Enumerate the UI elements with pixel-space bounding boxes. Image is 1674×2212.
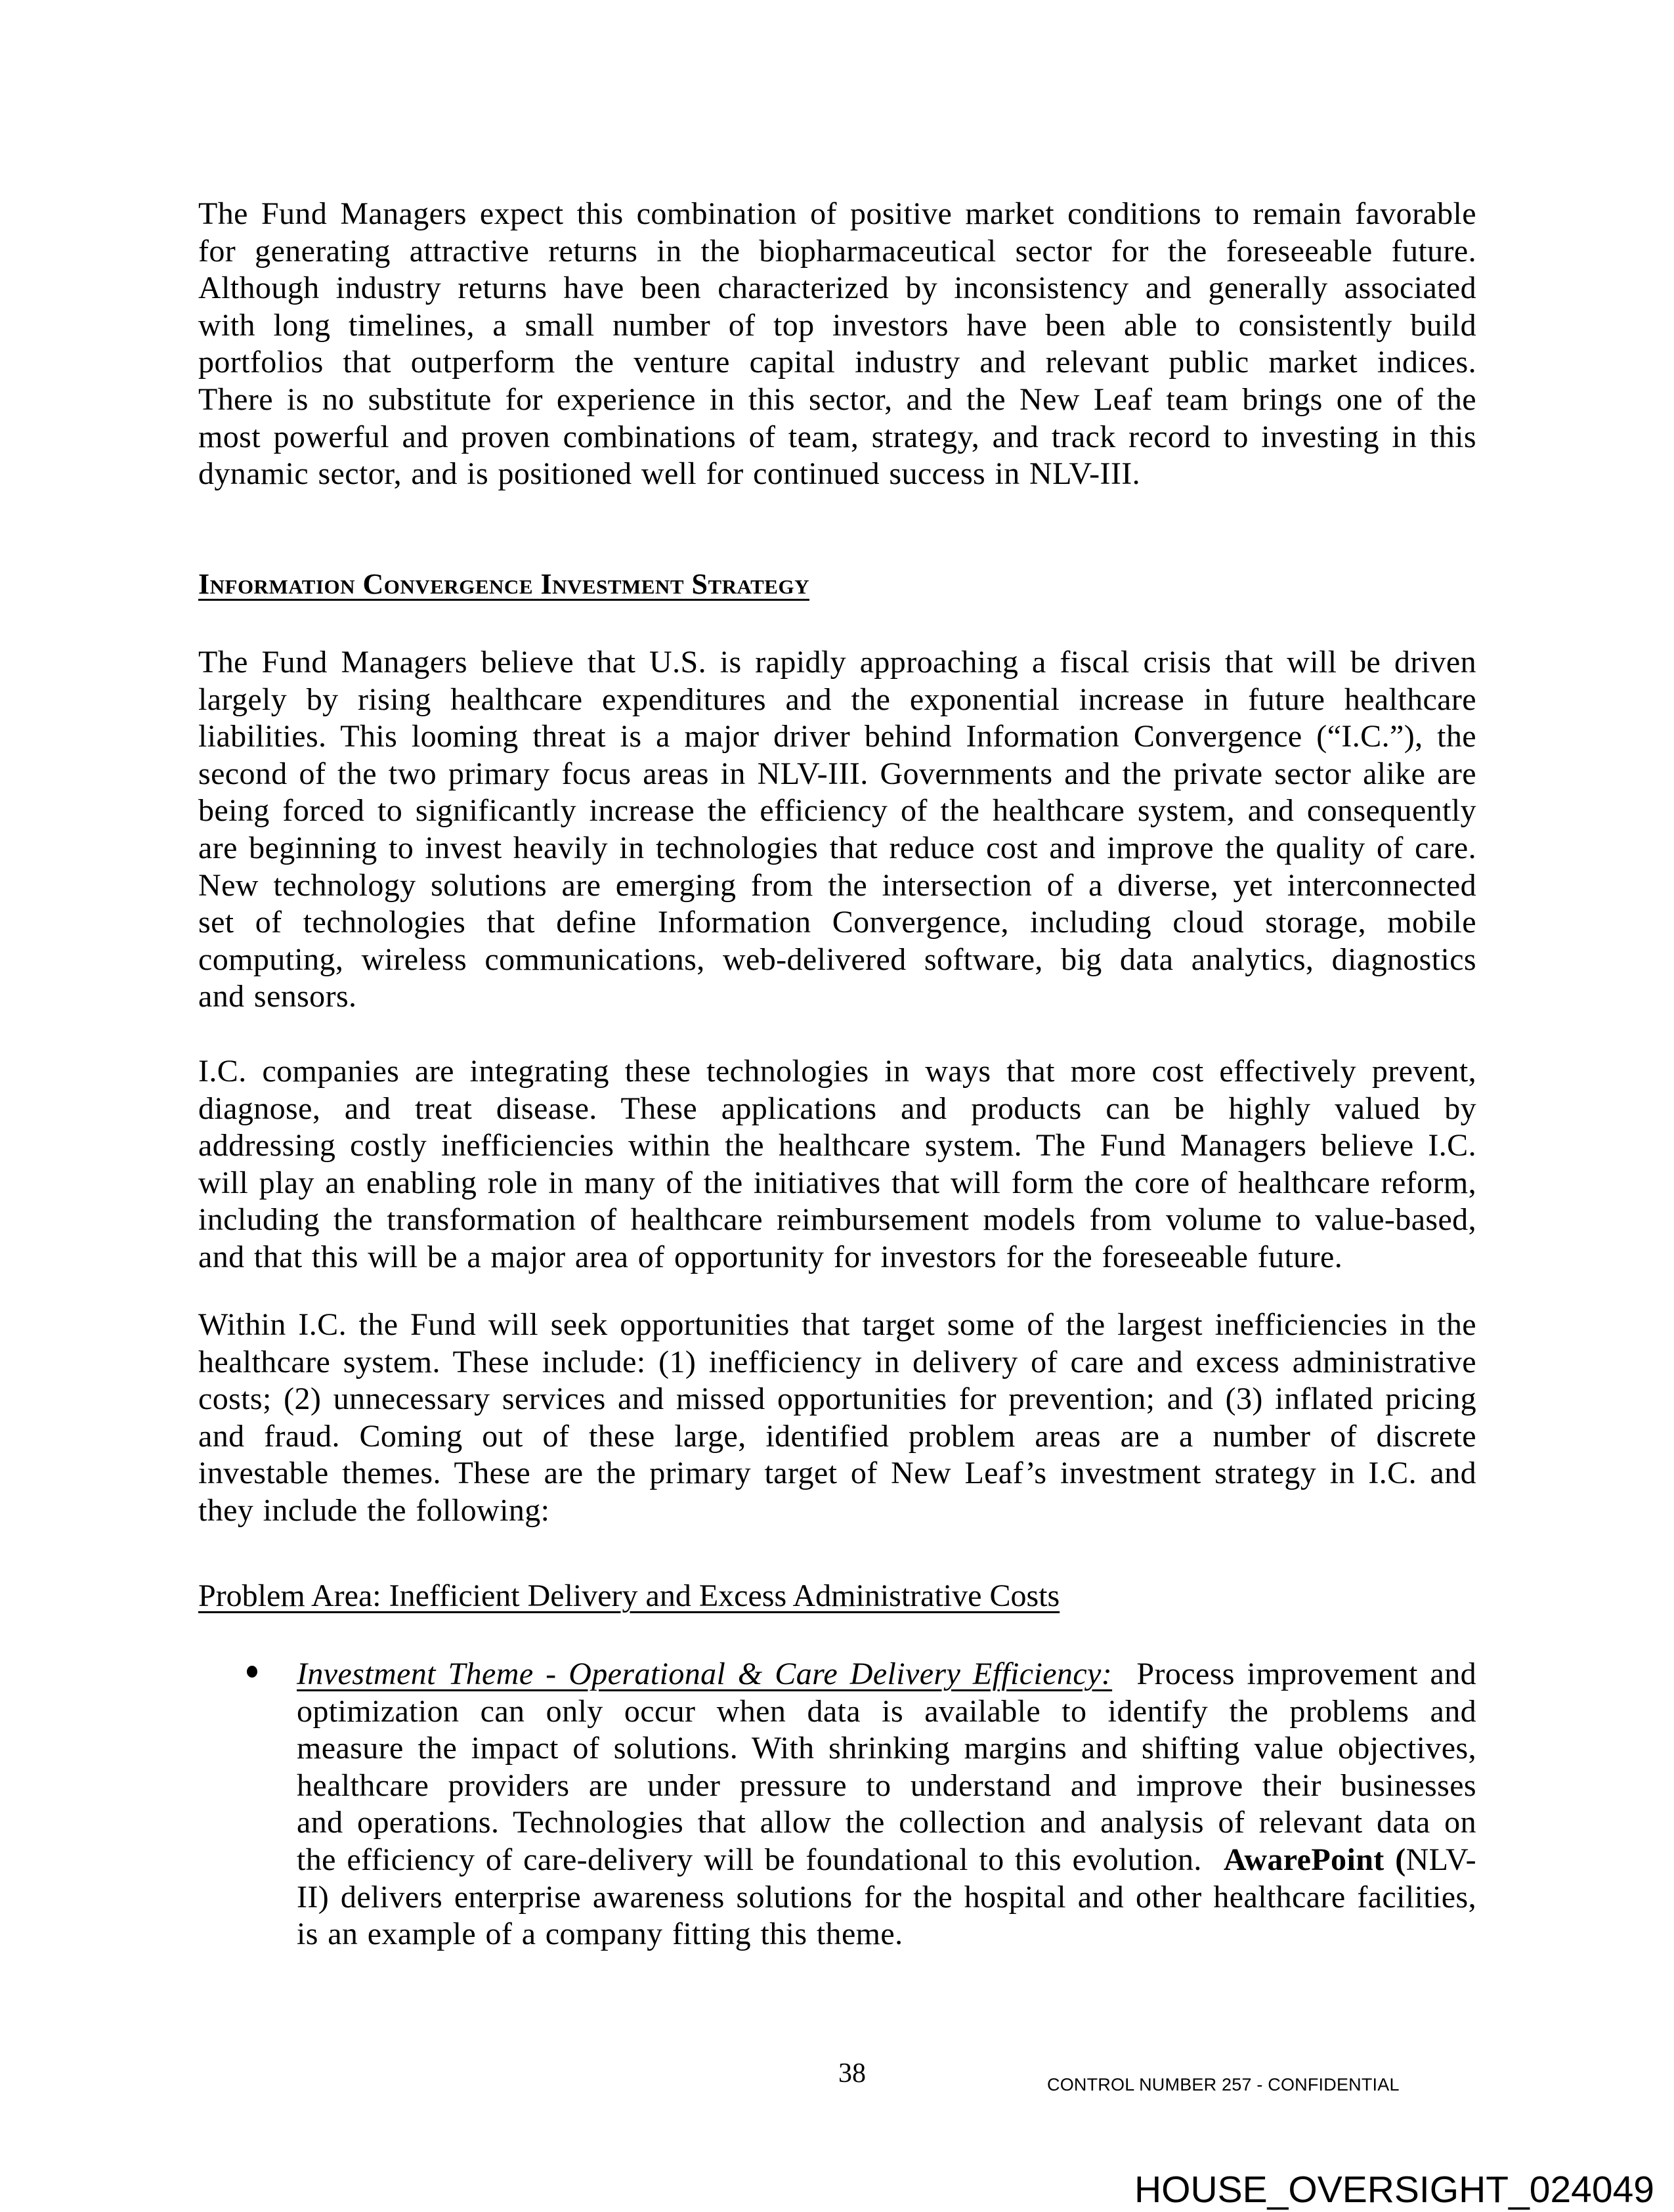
text-line: for generating attractive returns in the biopharmaceutical sector for the foreseeable future. xyxy=(198,233,1476,269)
text-line: is an example of a company fitting this theme. xyxy=(297,1917,903,1952)
theme-text: NLV- xyxy=(1406,1842,1476,1877)
text-line: set of technologies that define Information Convergence, including cloud storage, mobile xyxy=(198,905,1476,940)
text-line: healthcare system. These include: (1) inefficiency in delivery of care and excess administrative xyxy=(198,1344,1476,1379)
text-line: measure the impact of solutions. With shrinking margins and shifting value objectives, xyxy=(297,1731,1476,1766)
company-name: AwarePoint ( xyxy=(1223,1842,1406,1877)
text-line: and fraud. Coming out of these large, identified problem areas are a number of discrete xyxy=(198,1418,1476,1454)
text-line: There is no substitute for experience in this sector, and the New Leaf team brings one of the xyxy=(198,381,1476,417)
text-line: including the transformation of healthcare reimbursement models from volume to value-based, xyxy=(198,1202,1476,1238)
text-line: The Fund Managers expect this combination of positive market conditions to remain favorable xyxy=(198,196,1476,231)
bates-number: HOUSE_OVERSIGHT_024049 xyxy=(1134,2169,1654,2211)
paragraph-fiscal-crisis xyxy=(198,644,1476,1016)
text-line: healthcare providers are under pressure to understand and improve their businesses xyxy=(297,1767,1476,1803)
text-line: computing, wireless communications, web-delivered software, big data analytics, diagnostics xyxy=(198,942,1476,977)
text-line xyxy=(297,1842,1476,1879)
text-line: and operations. Technologies that allow the collection and analysis of relevant data on xyxy=(297,1805,1476,1840)
text-line: II) delivers enterprise awareness solutions for the hospital and other healthcare facilities, xyxy=(297,1879,1476,1915)
text-line: second of the two primary focus areas in NLV-III. Governments and the private sector alike are xyxy=(198,756,1476,791)
bullet-investment-theme xyxy=(297,1656,1476,1953)
text-line: addressing costly inefficiencies within the healthcare system. The Fund Managers believe I.C. xyxy=(198,1128,1476,1163)
text-line: portfolios that outperform the venture capital industry and relevant public market indices. xyxy=(198,345,1476,380)
text-line: dynamic sector, and is positioned well for continued success in NLV-III. xyxy=(198,456,1141,492)
text-line: costs; (2) unnecessary services and missed opportunities for prevention; and (3) inflated pricing xyxy=(198,1381,1476,1417)
text-line: I.C. companies are integrating these technologies in ways that more cost effectively prevent, xyxy=(198,1054,1476,1089)
text-line: and sensors. xyxy=(198,979,357,1014)
bullet-icon xyxy=(247,1666,257,1678)
text-line: largely by rising healthcare expenditures and the exponential increase in future healthcare xyxy=(198,682,1476,717)
section-heading: Information Convergence Investment Strategy xyxy=(198,568,809,600)
paragraph-investment-targets xyxy=(198,1307,1476,1530)
paragraph-market-outlook xyxy=(198,196,1476,493)
page-number: 38 xyxy=(838,2058,866,2089)
text-line: with long timelines, a small number of top investors have been able to consistently build xyxy=(198,307,1476,343)
text-line: will play an enabling role in many of the initiatives that will form the core of healthcare reform, xyxy=(198,1165,1476,1200)
theme-text: the efficiency of care-delivery will be foundational to this evolution. xyxy=(297,1842,1224,1877)
text-line: liabilities. This looming threat is a major driver behind Information Convergence (“I.C.”), the xyxy=(198,719,1476,754)
text-line: most powerful and proven combinations of team, strategy, and track record to investing in this xyxy=(198,419,1476,454)
text-line: are beginning to invest heavily in technologies that reduce cost and improve the quality of care. xyxy=(198,830,1476,865)
text-line: Although industry returns have been characterized by inconsistency and generally associated xyxy=(198,271,1476,306)
text-line: Within I.C. the Fund will seek opportunities that target some of the largest inefficiencies in the xyxy=(198,1307,1476,1342)
text-line: New technology solutions are emerging from the intersection of a diverse, yet interconnected xyxy=(198,867,1476,903)
text-line: investable themes. These are the primary target of New Leaf’s investment strategy in I.C. and xyxy=(198,1456,1476,1491)
text-line: optimization can only occur when data is available to identify the problems and xyxy=(297,1693,1476,1729)
text-line: diagnose, and treat disease. These applications and products can be highly valued by xyxy=(198,1091,1476,1126)
text-line: The Fund Managers believe that U.S. is rapidly approaching a fiscal crisis that will be driven xyxy=(198,645,1476,680)
paragraph-ic-companies xyxy=(198,1053,1476,1276)
control-number-label: CONTROL NUMBER 257 - CONFIDENTIAL xyxy=(1047,2075,1400,2094)
text-line: and that this will be a major area of opportunity for investors for the foreseeable future. xyxy=(198,1239,1343,1274)
theme-text: Process improvement and xyxy=(1112,1657,1477,1691)
problem-area-heading: Problem Area: Inefficient Delivery and Excess Administrative Costs xyxy=(198,1578,1060,1613)
theme-colon: : xyxy=(1101,1657,1113,1691)
text-line: being forced to significantly increase the efficiency of the healthcare system, and consequently xyxy=(198,793,1476,829)
text-line xyxy=(297,1656,1476,1693)
investment-theme-title: Investment Theme - Operational & Care Delivery Efficiency xyxy=(297,1657,1102,1691)
text-line: they include the following: xyxy=(198,1492,550,1528)
